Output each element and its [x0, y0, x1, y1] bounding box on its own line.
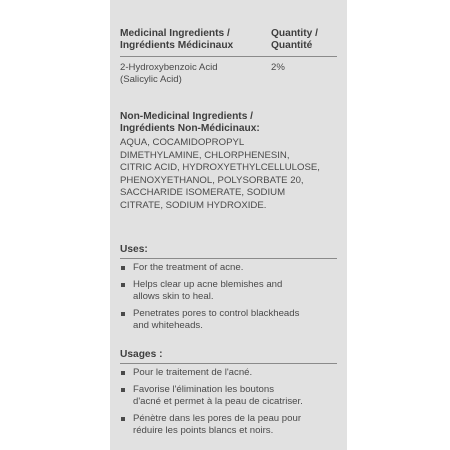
quantity-heading	[271, 28, 337, 52]
list-item	[120, 367, 337, 379]
non-medicinal-line: CITRATE, SODIUM HYDROXIDE.	[120, 199, 267, 211]
quantity-heading-fr: Quantité	[271, 40, 313, 51]
list-item	[120, 279, 337, 303]
non-medicinal-heading-en: Non-Medicinal Ingredients /	[120, 111, 254, 122]
quantity-heading-en: Quantity /	[271, 28, 318, 39]
list-item	[120, 308, 337, 332]
bullet-square-icon	[121, 417, 125, 421]
list-item-line: allows skin to heal.	[133, 291, 214, 302]
bullet-square-icon	[121, 388, 125, 392]
non-medicinal-line: DIMETHYLAMINE, CHLORPHENESIN,	[120, 149, 290, 161]
list-item-line: Pour le traitement de l'acné.	[133, 367, 253, 378]
non-medicinal-line: PHENOXYETHANOL, POLYSORBATE 20,	[120, 174, 304, 186]
medicinal-ingredients-heading-fr: Ingrédients Médicinaux	[120, 40, 234, 51]
list-item-line: Favorise l'élimination les boutons	[133, 384, 275, 395]
list-item	[120, 262, 337, 274]
ingredients-label-panel	[110, 0, 347, 450]
medicinal-ingredients-heading	[120, 28, 270, 52]
uses-heading: Uses:	[120, 244, 148, 255]
ingredients-table-header	[120, 0, 337, 56]
table-row	[120, 57, 337, 86]
list-item	[120, 384, 337, 408]
bullet-square-icon	[121, 371, 125, 375]
list-item-line: Penetrates pores to control blackheads	[133, 308, 300, 319]
non-medicinal-ingredients-list	[120, 135, 337, 212]
medicinal-ingredients-heading-en: Medicinal Ingredients /	[120, 28, 230, 39]
list-item-line: Helps clear up acne blemishes and	[133, 279, 283, 290]
usages-heading: Usages :	[120, 349, 163, 360]
ingredient-quantity: 2%	[271, 62, 285, 73]
uses-section	[120, 212, 337, 332]
list-item	[120, 413, 337, 437]
usages-divider	[120, 363, 337, 364]
ingredient-name-line-1: 2-Hydroxybenzoic Acid	[120, 62, 218, 73]
list-item-line: Pénètre dans les pores de la peau pour	[133, 413, 302, 424]
usages-list	[120, 367, 337, 437]
ingredient-name	[120, 62, 270, 86]
non-medicinal-heading-fr: Ingrédients Non-Médicinaux:	[120, 123, 260, 134]
uses-divider	[120, 258, 337, 259]
list-item-line: réduire les points blancs et noirs.	[133, 425, 274, 436]
non-medicinal-heading	[120, 111, 337, 135]
ingredient-name-line-2: (Salicylic Acid)	[120, 74, 182, 85]
bullet-square-icon	[121, 266, 125, 270]
uses-list	[120, 262, 337, 332]
non-medicinal-line: SACCHARIDE ISOMERATE, SODIUM	[120, 187, 286, 198]
list-item-line: For the treatment of acne.	[133, 262, 244, 273]
usages-section	[120, 337, 337, 437]
non-medicinal-line: AQUA, COCAMIDOPROPYL	[120, 137, 245, 148]
list-item-line: and whiteheads.	[133, 320, 203, 331]
bullet-square-icon	[121, 283, 125, 287]
list-item-line: d'acné et permet à la peau de cicatriser.	[133, 396, 303, 407]
non-medicinal-section	[120, 86, 337, 212]
non-medicinal-line: CITRIC ACID, HYDROXYETHYLCELLULOSE,	[120, 162, 320, 173]
bullet-square-icon	[121, 312, 125, 316]
